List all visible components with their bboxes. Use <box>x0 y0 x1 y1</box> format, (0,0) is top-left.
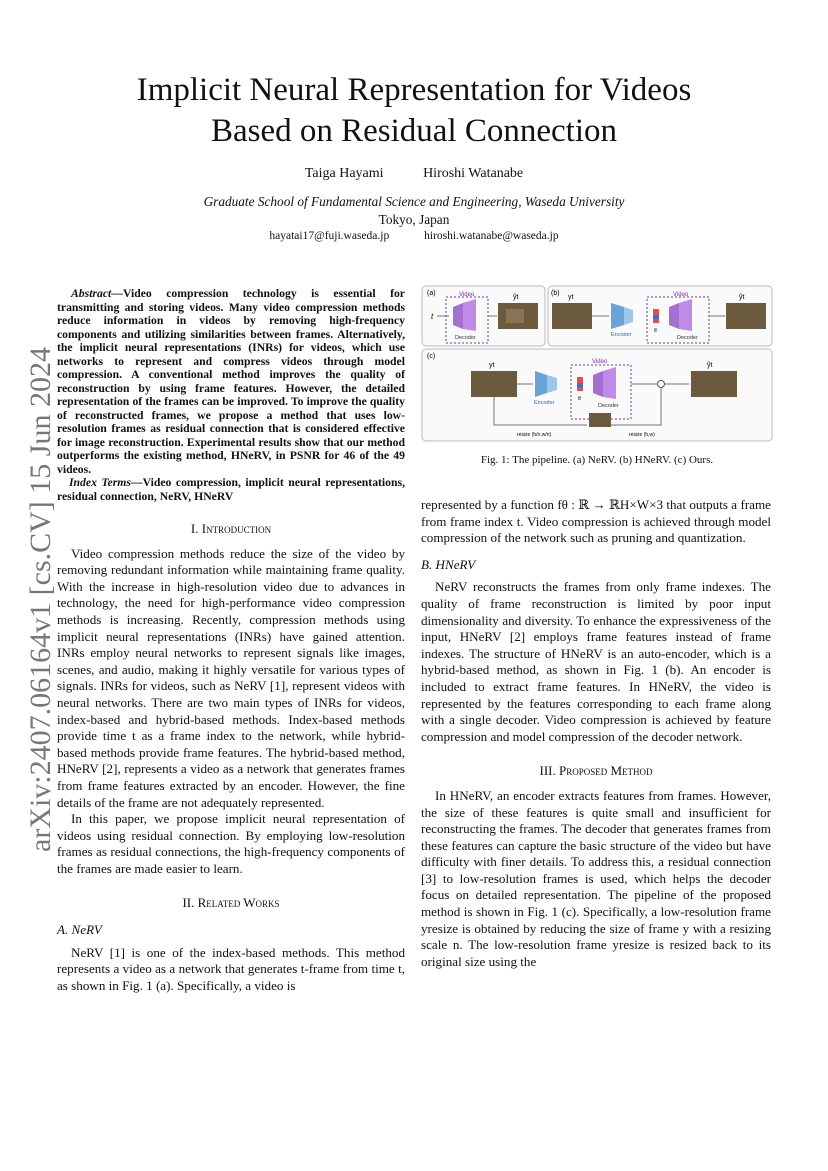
feature-b-detail <box>653 315 659 319</box>
ft-b: ft <box>654 328 657 334</box>
encoder-block-c2 <box>547 375 557 393</box>
emails <box>0 230 828 242</box>
nerv-continuation: represented by a function fθ : ℝ → ℝH×W×3 that outputs a frame from frame index t. Video compression is achieved through model compression of the network such as pruning and quantization. <box>421 497 771 546</box>
encoder-block-c1 <box>535 371 547 397</box>
paper-title <box>60 70 768 152</box>
authors <box>0 166 828 182</box>
abstract-text: —Video compression technology is essential for transmitting and storing videos. Many video compression methods reduce information in videos by removing high-frequency components and utilizing similarities between frames. Alternatively, the implicit neural representations (INRs) for videos, which use networks to represent and compress videos through model compression. A conventional method improves the quality of reconstruction by using frame features. However, the detailed representation of the frames can be improved. To improve the quality of reconstructed frames, we propose a method that uses low-resolution frames as residual connection that is considered effective for image reconstruction. Experimental results show that our method outperforms the existing method, HNeRV, in PSNR for 46 of the 49 videos. <box>57 287 405 476</box>
figure-1 <box>421 285 773 443</box>
decoder-block-a2 <box>463 299 476 331</box>
hnerv-paragraph: NeRV reconstructs the frames from only frame indexes. The quality of frame reconstruction is limited by poor input dimensionality and diversity. To enhance the expressiveness of the input, HNeRV [2] employs frame features instead of frame indexes. The structure of HNeRV is an auto-encoder, which is a hybrid-based method, as shown in Fig. 1 (b). An encoder is included to extract frame features. In HNeRV, the video is represented by the features corresponding to each frame along with a single decoder. Video compression is achieved by feature compression and model compression of the decoder network. <box>421 579 771 744</box>
video-label-c: Video <box>592 359 608 365</box>
figure-caption: Fig. 1: The pipeline. (a) NeRV. (b) HNeRV. (c) Ours. <box>480 454 714 466</box>
index-terms-label: Index Terms <box>69 476 131 489</box>
decoder-label-a: Decoder <box>455 335 476 341</box>
arxiv-stamp <box>6 300 60 860</box>
encoder-block-b1 <box>611 303 624 329</box>
decoder-label-b: Decoder <box>677 335 698 341</box>
author-2: Hiroshi Watanabe <box>423 166 524 181</box>
right-column <box>421 497 771 970</box>
title-line-1: Implicit Neural Representation for Videos <box>136 72 692 108</box>
section-1-heading: I. Introduction <box>190 521 272 536</box>
decoder-block-b2 <box>679 299 692 331</box>
email-2[interactable]: hiroshi.watanabe@waseda.jp <box>424 230 559 242</box>
email-1[interactable]: hayatai17@fuji.waseda.jp <box>269 230 390 242</box>
input-frame-c <box>471 371 517 397</box>
section-3-heading: III. Proposed Method <box>539 763 653 779</box>
decoder-block-b1 <box>669 303 679 329</box>
yt-c: yt <box>489 362 495 369</box>
resize-up-label: resize (h,w) <box>629 432 655 438</box>
input-frame-b <box>552 303 592 329</box>
add-node <box>658 381 665 388</box>
video-label-b: Video <box>673 292 689 298</box>
location: Tokyo, Japan <box>378 212 450 227</box>
label-a: (a) <box>427 290 436 297</box>
ft-c: ft <box>578 396 581 402</box>
arxiv-id: arXiv:2407.06164v1 [cs.CV] 15 Jun 2024 <box>24 347 57 852</box>
proposed-paragraph: In HNeRV, an encoder extracts features from frames. However, the size of these features is quite small and insufficient for reconstructing the frames. The decoder that generates frames from these features can capture the basic structure of the video but have difficulty with finer details. To address this, a residual connection [3] to low-resolution frames is used, which helps the decoder focus on detailed representation. The pipeline of the proposed method is shown in Fig. 1 (c). Specifically, a low-resolution frame yresize is obtained by reducing the size of frame y with a resizing scale n. The low-resolution frame yresize is resized back to its original size using the <box>421 787 771 969</box>
yt-hat-a: ỹt <box>513 294 519 301</box>
abstract-label: Abstract <box>71 287 112 300</box>
resize-down-label: resize (h/n,w/n) <box>517 432 552 438</box>
low-res-frame <box>589 413 611 427</box>
left-column <box>57 287 405 994</box>
encoder-label-b: Encoder <box>611 332 632 338</box>
subsection-a-heading: A. NeRV <box>57 922 102 938</box>
intro-paragraph-2: In this paper, we propose implicit neural representation of videos using residual connection. By employing low-resolution frames as residual connections, the high-frequency components of the frames are made easier to learn. <box>57 811 405 876</box>
affiliation-block <box>0 193 828 229</box>
intro-paragraph-1: Video compression methods reduce the size of the video by removing redundant information while maintaining frame quality. With the increase in high-resolution video due to advances in technology, the need for high-performance video compression methods is increasing. Recently, compression methods using implicit neural representations (INRs) have gained attention. INRs employ neural networks to represent signals like images, scenes, and audio, making it highly versatile for various types of signals. INRs for videos, such as NeRV [1], represent videos with neural networks. There are two main types of INRs for videos, index-based and hybrid-based methods. Index-based methods provide time t as a frame index to the network, while hybrid-based methods provide frame features. The hybrid-based method, HNeRV [2], represents a video as a network that generates frames from frame features extracted by an encoder. However, the fine details of the frame are not adequately represented. <box>57 545 405 810</box>
video-label-a: Video <box>459 292 475 298</box>
index-terms-text: —Video compression, implicit neural representations, residual connection, NeRV, HNeRV <box>57 476 405 503</box>
label-c: (c) <box>427 353 436 360</box>
feature-c-detail <box>577 383 583 387</box>
decoder-label-c: Decoder <box>598 403 619 409</box>
subsection-b-heading: B. HNeRV <box>421 556 476 572</box>
nerv-paragraph: NeRV [1] is one of the index-based methods. This method represents a video as a network that generates t-frame from time t, as shown in Fig. 1 (a). Specifically, a video is <box>57 944 405 993</box>
title-line-2: Based on Residual Connection <box>210 113 618 149</box>
encoder-label-c: Encoder <box>534 400 555 406</box>
encoder-block-b2 <box>624 307 633 325</box>
yt-hat-b: ỹt <box>739 294 745 301</box>
output-frame-c <box>691 371 737 397</box>
author-1: Taiga Hayami <box>304 166 384 181</box>
abstract <box>57 287 405 476</box>
index-terms <box>57 476 405 503</box>
output-frame-a-detail <box>506 309 524 323</box>
decoder-block-c1 <box>593 371 603 397</box>
yt-b: yt <box>568 294 574 301</box>
decoder-block-c2 <box>603 367 616 399</box>
decoder-block-a1 <box>453 303 463 329</box>
label-b: (b) <box>551 290 560 297</box>
output-frame-b <box>726 303 766 329</box>
yt-hat-c: ỹt <box>707 362 713 369</box>
section-2-heading: II. Related Works <box>182 895 280 911</box>
affiliation: Graduate School of Fundamental Science and Engineering, Waseda University <box>203 194 625 209</box>
label-t: t <box>431 312 434 321</box>
